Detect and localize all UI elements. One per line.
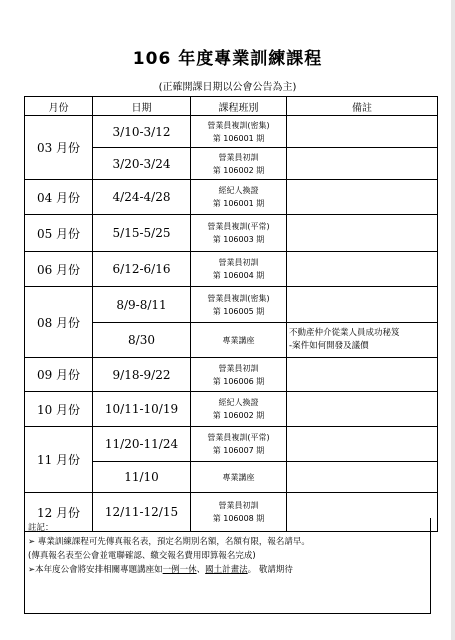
course-cell <box>191 462 287 493</box>
header-remark: 備註 <box>287 97 438 116</box>
header-date: 日期 <box>93 97 191 116</box>
schedule-table <box>24 96 438 532</box>
course-term: 第 106006 期 <box>212 376 265 386</box>
course-cell <box>191 252 287 287</box>
date-cell: 11/10 <box>93 462 191 493</box>
remark-cell <box>287 462 438 493</box>
table-row <box>25 392 438 427</box>
date-cell: 5/15-5/25 <box>93 215 191 252</box>
remark-line: 不動產仲介從業人員成功秘笈 <box>289 328 400 338</box>
course-term: 第 106001 期 <box>212 133 265 143</box>
date-cell: 8/9-8/11 <box>93 287 191 323</box>
date-cell: 12/11-12/15 <box>93 493 191 532</box>
notes-text: ➢本年度公會將安排相關專題講座如 <box>28 565 163 575</box>
course-name: 專業講座 <box>222 335 255 345</box>
course-name: 營業員初訓 <box>218 501 259 510</box>
topic-link: 一例一休 <box>162 565 197 575</box>
month-cell: 03 月份 <box>25 116 93 180</box>
remark-cell <box>287 252 438 287</box>
remark-line: -案件如何開發及議價 <box>289 341 369 351</box>
table-row <box>25 252 438 287</box>
remark-cell <box>287 215 438 252</box>
course-term: 第 106007 期 <box>212 446 265 455</box>
table-row <box>25 116 438 148</box>
topic-link: 國土計畫法 <box>205 565 248 575</box>
course-name: 營業員複訓(密集) <box>207 293 270 303</box>
course-name: 經紀人換證 <box>218 398 259 407</box>
month-cell: 06 月份 <box>25 252 93 287</box>
course-term: 第 106008 期 <box>212 514 265 523</box>
page-subtitle: (正確開課日期以公會公告為主) <box>158 82 297 93</box>
date-cell: 10/11-10/19 <box>93 392 191 427</box>
course-term: 第 106005 期 <box>212 306 265 316</box>
table-row <box>25 427 438 462</box>
course-name: 經紀人換證 <box>218 186 259 195</box>
notes-box <box>24 518 431 614</box>
date-cell: 9/18-9/22 <box>93 358 191 392</box>
course-cell <box>191 148 287 180</box>
date-cell: 4/24-4/28 <box>93 180 191 215</box>
month-cell: 09 月份 <box>25 358 93 392</box>
page-title: 106 年度專業訓練課程 <box>132 49 323 69</box>
remark-cell <box>287 180 438 215</box>
course-cell <box>191 287 287 323</box>
course-cell <box>191 323 287 358</box>
remark-cell <box>287 427 438 462</box>
course-cell <box>191 180 287 215</box>
course-term: 第 106001 期 <box>212 199 265 208</box>
course-name: 專業講座 <box>222 472 255 482</box>
date-cell: 11/20-11/24 <box>93 427 191 462</box>
remark-cell <box>287 148 438 180</box>
month-cell: 11 月份 <box>25 427 93 493</box>
date-cell: 3/20-3/24 <box>93 148 191 180</box>
course-cell <box>191 215 287 252</box>
notes-text: 、 <box>196 565 206 575</box>
page-edge <box>451 0 455 640</box>
course-cell <box>191 427 287 462</box>
course-term: 第 106003 期 <box>212 235 265 244</box>
month-cell: 10 月份 <box>25 392 93 427</box>
header-row <box>25 97 438 116</box>
course-term: 第 106002 期 <box>212 165 265 175</box>
course-name: 營業員初訓 <box>218 363 259 373</box>
course-name: 營業員初訓 <box>218 258 259 267</box>
table-row <box>25 358 438 392</box>
notes-line <box>28 563 428 577</box>
notes-text: 。 敬請期待 <box>247 565 293 575</box>
notes-heading: 註記： <box>28 523 54 533</box>
table-row <box>25 215 438 252</box>
course-name: 營業員複訓(平常) <box>207 222 270 231</box>
course-cell <box>191 116 287 148</box>
notes-line: (傳真報名表至公會並電聯確認、繳交報名費用即算報名完成) <box>28 551 256 561</box>
month-cell: 12 月份 <box>25 493 93 532</box>
remark-cell <box>287 116 438 148</box>
remark-cell <box>287 287 438 323</box>
course-name: 營業員複訓(平常) <box>207 433 270 442</box>
date-cell: 6/12-6/16 <box>93 252 191 287</box>
remark-cell <box>287 392 438 427</box>
remark-cell <box>287 358 438 392</box>
course-name: 營業員複訓(密集) <box>207 120 270 130</box>
header-course: 課程班別 <box>191 97 287 116</box>
header-month: 月份 <box>25 97 93 116</box>
notes-line: ➢ 專業訓練課程可先傳真報名表，預定名期別名額，名額有限，報名請早。 <box>28 537 310 547</box>
remark-cell <box>287 323 438 358</box>
table-row <box>25 287 438 323</box>
table-row <box>25 180 438 215</box>
course-cell <box>191 392 287 427</box>
date-cell: 3/10-3/12 <box>93 116 191 148</box>
course-name: 營業員初訓 <box>218 152 259 162</box>
month-cell: 08 月份 <box>25 287 93 358</box>
course-term: 第 106002 期 <box>212 411 265 420</box>
month-cell: 04 月份 <box>25 180 93 215</box>
course-term: 第 106004 期 <box>212 271 265 280</box>
date-cell: 8/30 <box>93 323 191 358</box>
month-cell: 05 月份 <box>25 215 93 252</box>
course-cell <box>191 358 287 392</box>
